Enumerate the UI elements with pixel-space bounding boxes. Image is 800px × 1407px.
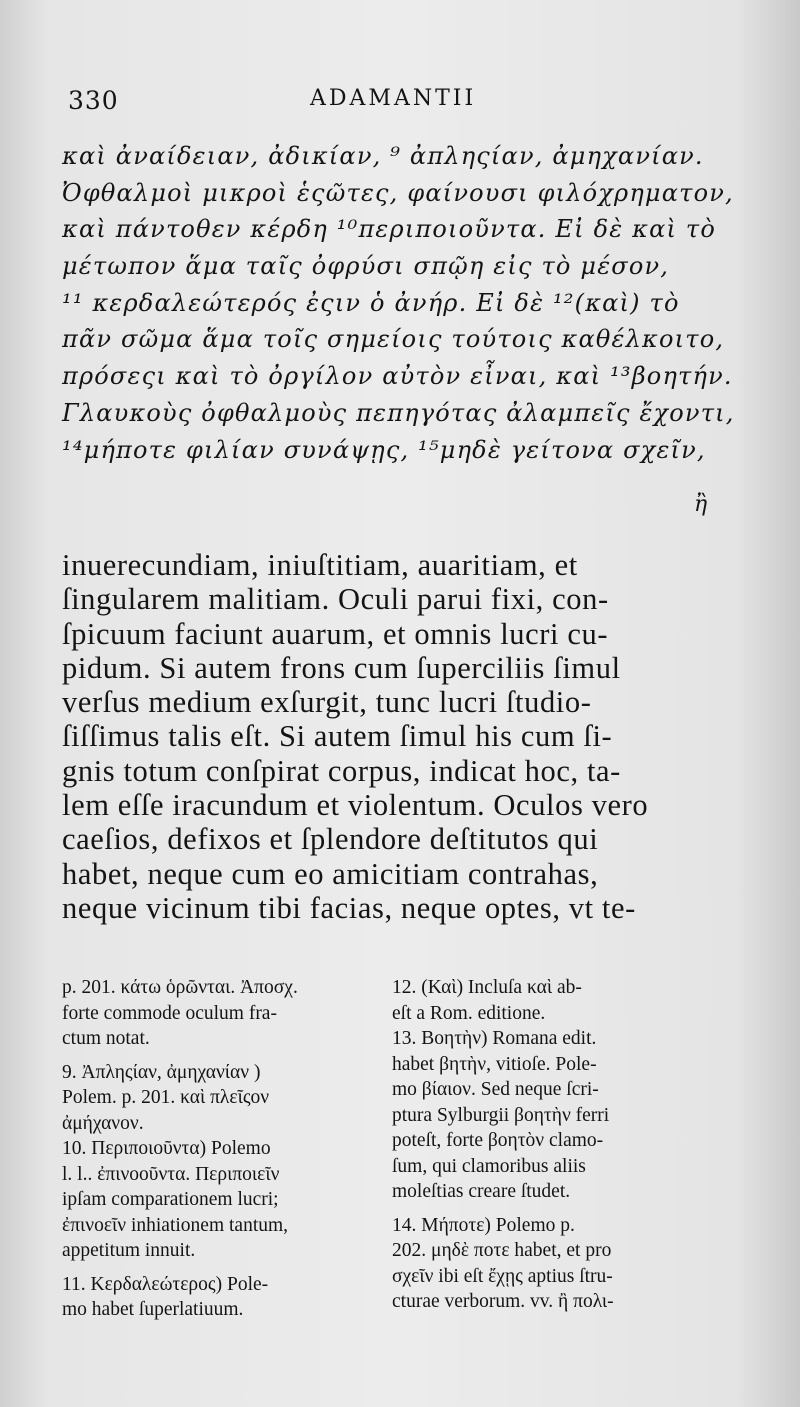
footnote-spacer [62, 1052, 377, 1060]
footnote-spacer [392, 1205, 722, 1213]
footnote-line: ptura Sylburgii βοητὴν ferri [392, 1104, 610, 1126]
greek-line: ¹⁴μήποτε φιλίαν συνάψῃς, ¹⁵μηδὲ γείτονα σχεῖν, [62, 435, 706, 464]
footnote-line: eſt a Rom. editione. [392, 1002, 546, 1024]
latin-line: ſiſſimus talis eſt. Si autem ſimul his cum ſi- [62, 719, 613, 754]
footnote-line: forte commode oculum fra- [62, 1002, 277, 1024]
footnote-line: 9. Ἀπληςίαν, ἀμηχανίαν ) [62, 1061, 261, 1083]
latin-line: neque vicinum tibi facias, neque optes, vt te- [62, 890, 636, 925]
footnote-line: ἀμήχανον. [62, 1112, 144, 1134]
footnote-line: ἐπινοεῖν inhiationem tantum, [62, 1214, 289, 1236]
catchword: ἢ [694, 492, 708, 517]
footnote-line: ſum, qui clamoribus aliis [392, 1155, 586, 1177]
footnote-line: cturae verborum. vv. ἢ πολι- [392, 1291, 614, 1312]
footnote-line: 11. Κερδαλεώτερος) Pole- [62, 1273, 269, 1295]
footnotes-right-column [392, 975, 722, 1315]
greek-text-block [62, 138, 742, 468]
latin-line: lem eſſe iracundum et violentum. Oculos vero [62, 788, 649, 823]
latin-line: habet, neque cum eo amicitiam contrahas, [62, 856, 599, 891]
latin-line: gnis totum conſpirat corpus, indicat hoc, ta- [62, 753, 621, 788]
footnote-line: 10. Περιποιοῦντα) Polemo [62, 1138, 271, 1159]
greek-line: καὶ ἀναίδειαν, ἀδικίαν, ⁹ ἀπληςίαν, ἀμηχανίαν. [62, 142, 704, 170]
footnote-line: mo βίαιον. Sed neque ſcri- [392, 1079, 599, 1100]
footnote-line: appetitum innuit. [62, 1240, 196, 1261]
greek-line: πρόσεςι καὶ τὸ ὀργίλον αὐτὸν εἶναι, καὶ ¹³βοητήν. [62, 362, 733, 391]
greek-line: Ὀφθαλμοὶ μικροὶ ἑςῶτες, φαίνουσι φιλόχρηματον, [62, 178, 734, 207]
latin-line: verſus medium exſurgit, tunc lucri ſtudio- [62, 685, 592, 720]
page-number: 330 [68, 86, 119, 115]
footnote-line: mo habet ſuperlatiuum. [62, 1299, 244, 1320]
footnotes-left-column [62, 975, 377, 1323]
latin-translation-block [62, 548, 732, 925]
footnote-line: moleſtias creare ſtudet. [392, 1181, 571, 1202]
greek-line: μέτωπον ἅμα ταῖς ὀφρύσι σπῷη εἰς τὸ μέσον, [62, 252, 670, 281]
footnote-line: σχεῖν ibi eſt ἔχῃς aptius ſtru- [392, 1265, 613, 1287]
footnote-line: 202. μηδὲ ποτε habet, et pro [392, 1240, 612, 1261]
footnote-line: p. 201. κάτω ὁρῶνται. Ἀποσχ. [62, 977, 298, 998]
footnote-line: poteſt, forte βοητὸν clamo- [392, 1130, 604, 1151]
latin-line: ſingularem malitiam. Oculi parui fixi, con- [62, 582, 609, 617]
footnote-spacer [62, 1264, 377, 1272]
greek-line: πᾶν σῶμα ἅμα τοῖς σημείοις τούτοις καθέλκοιτο, [62, 325, 725, 354]
greek-line: Γλαυκοὺς ὀφθαλμοὺς πεπηγότας ἀλαμπεῖς ἔχοντι, [62, 398, 735, 427]
footnote-line: 13. Βοητὴν) Romana edit. [392, 1028, 597, 1049]
footnote-line: habet βητὴν, vitioſe. Pole- [392, 1053, 597, 1075]
footnote-line: Polem. p. 201. καὶ πλεῖςον [62, 1087, 270, 1108]
latin-line: pidum. Si autem frons cum ſuperciliis ſimul [62, 650, 621, 685]
footnote-line: ctum notat. [62, 1028, 150, 1049]
latin-line: caeſios, defixos et ſplendore deſtitutos qui [62, 822, 599, 857]
greek-line: ¹¹ κερδαλεώτερός ἐςιν ὁ ἀνήρ. Εἰ δὲ ¹²(καὶ) τὸ [62, 288, 680, 317]
footnote-line: ipſam comparationem lucri; [62, 1189, 279, 1210]
greek-line: καὶ πάντοθεν κέρδη ¹⁰περιποιοῦντα. Εἰ δὲ καὶ τὸ [62, 215, 717, 244]
latin-line: ſpicuum faciunt auarum, et omnis lucri cu- [62, 616, 609, 651]
latin-line: inuerecundiam, iniuſtitiam, auaritiam, et [62, 548, 578, 582]
footnote-line: 12. (Καὶ) Incluſa καὶ ab- [392, 977, 582, 998]
footnote-line: 14. Μήποτε) Polemo p. [392, 1214, 575, 1236]
footnote-line: l. l.. ἐπινοοῦντα. Περιποιεῖν [62, 1163, 280, 1185]
running-title: ADAMANTII [310, 86, 477, 111]
